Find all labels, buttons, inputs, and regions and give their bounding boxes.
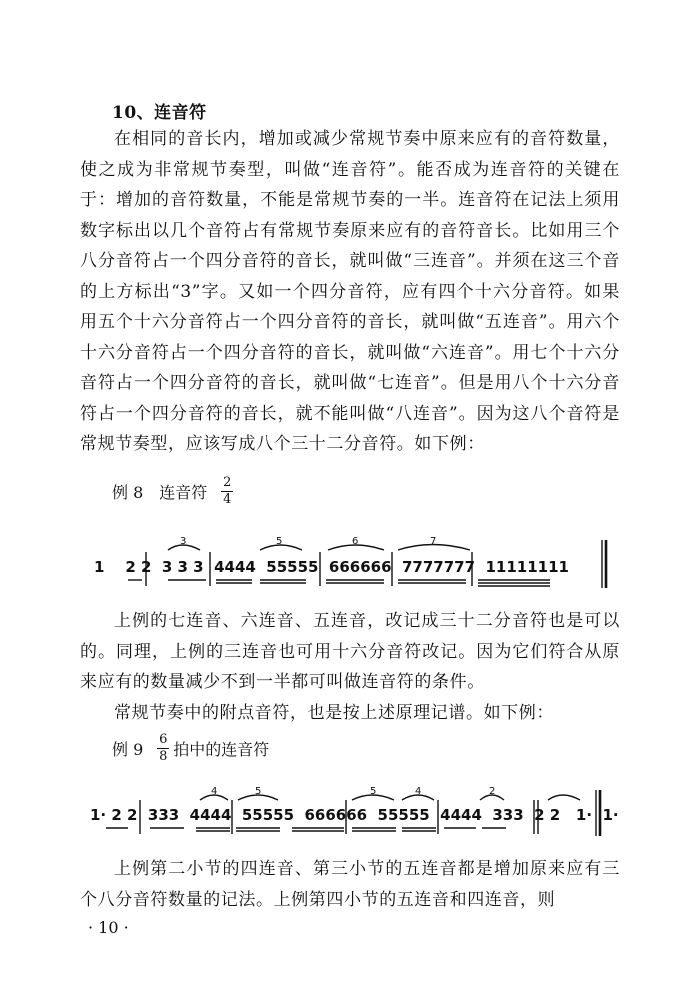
example-9-suffix: 拍中的连音符 (173, 740, 270, 759)
paragraph-text: 上例的七连音、六连音、五连音，改记成三十二分音符也是可以的。同理，上例的三连音也可用十六分音符改记。因为它们符合从原来应有的数量减少不到一半都可叫做连音符的条件。 (80, 611, 620, 692)
tuplet-number: 7 (430, 536, 437, 547)
tie (548, 795, 580, 800)
page-number: · 10 · (88, 918, 129, 937)
example-9-label (112, 733, 269, 764)
tuplet-number: 5 (276, 536, 283, 547)
example-8-notes: 1 2 2 3 3 3 4444 55555 666666 7777777 11111111 (94, 558, 569, 576)
time-bottom: 4 (223, 492, 232, 507)
tuplet-number: 6 (352, 536, 359, 547)
paragraph-text: 常规节奏中的附点音符，也是按上述原理记谱。如下例： (114, 702, 554, 723)
example-9-score (80, 778, 620, 838)
time-bottom: 8 (159, 749, 168, 764)
tuplet-number: 3 (180, 536, 187, 547)
tuplet-number: 5 (255, 786, 262, 797)
example-8-label (112, 476, 237, 507)
tuplet-number: 2 (489, 786, 496, 797)
time-signature-2-4 (221, 476, 233, 507)
time-top: 2 (223, 475, 232, 490)
time-signature-6-8 (157, 733, 169, 764)
tuplet-number: 4 (415, 786, 422, 797)
paragraph-text: 在相同的音长内，增加或减少常规节奏中原来应有的音符数量，使之成为非常规节奏型，叫做“连音符”。能否成为连音符的关键在于：增加的音符数量，不能是常规节奏的一半。连音符在记法上须用数字标出以几个音符占有常规节奏原来应有的音符音长。比如用三个八分音符占一个四分音符的音长，就叫做“三连音”。并须在这三个音的上方标出“3”字。又如一个四分音符，应有四个十六分音符。如果用五个十六分音符占一个四分音符的音长，就叫做“五连音”。用六个十六分音符占一个四分音符的音长，就叫做“六连音”。用七个十六分音符占一个四分音符的音长，就叫做“七连音”。但是用八个十六分音符占一个四分音符的音长，就不能叫做“八连音”。因为这八个音符是常规节奏型，应该写成八个三十二分音符。如下例： (80, 129, 620, 454)
paragraph-text: 上例第二小节的四连音、第三小节的五连音都是增加原来应有三个八分音符数量的记法。上例第四小节的五连音和四连音，则 (80, 859, 620, 910)
tuplet-number: 4 (211, 786, 218, 797)
time-top: 6 (159, 732, 168, 747)
paragraph-example-9-explanation (80, 854, 620, 915)
section-heading: 10、连音符 (112, 103, 207, 123)
tuplet-number: 5 (370, 786, 377, 797)
example-8-title: 例 8 连音符 (112, 483, 208, 502)
paragraph-tuplet-notes (80, 606, 620, 728)
paragraph-tuplet-definition (80, 124, 620, 460)
example-9-prefix: 例 9 (112, 740, 144, 759)
example-8-score (80, 530, 620, 590)
example-9-notes: 1· 2 2 333 4444 55555 666666 55555 4444 333 2 2 1· 1· (90, 806, 619, 824)
